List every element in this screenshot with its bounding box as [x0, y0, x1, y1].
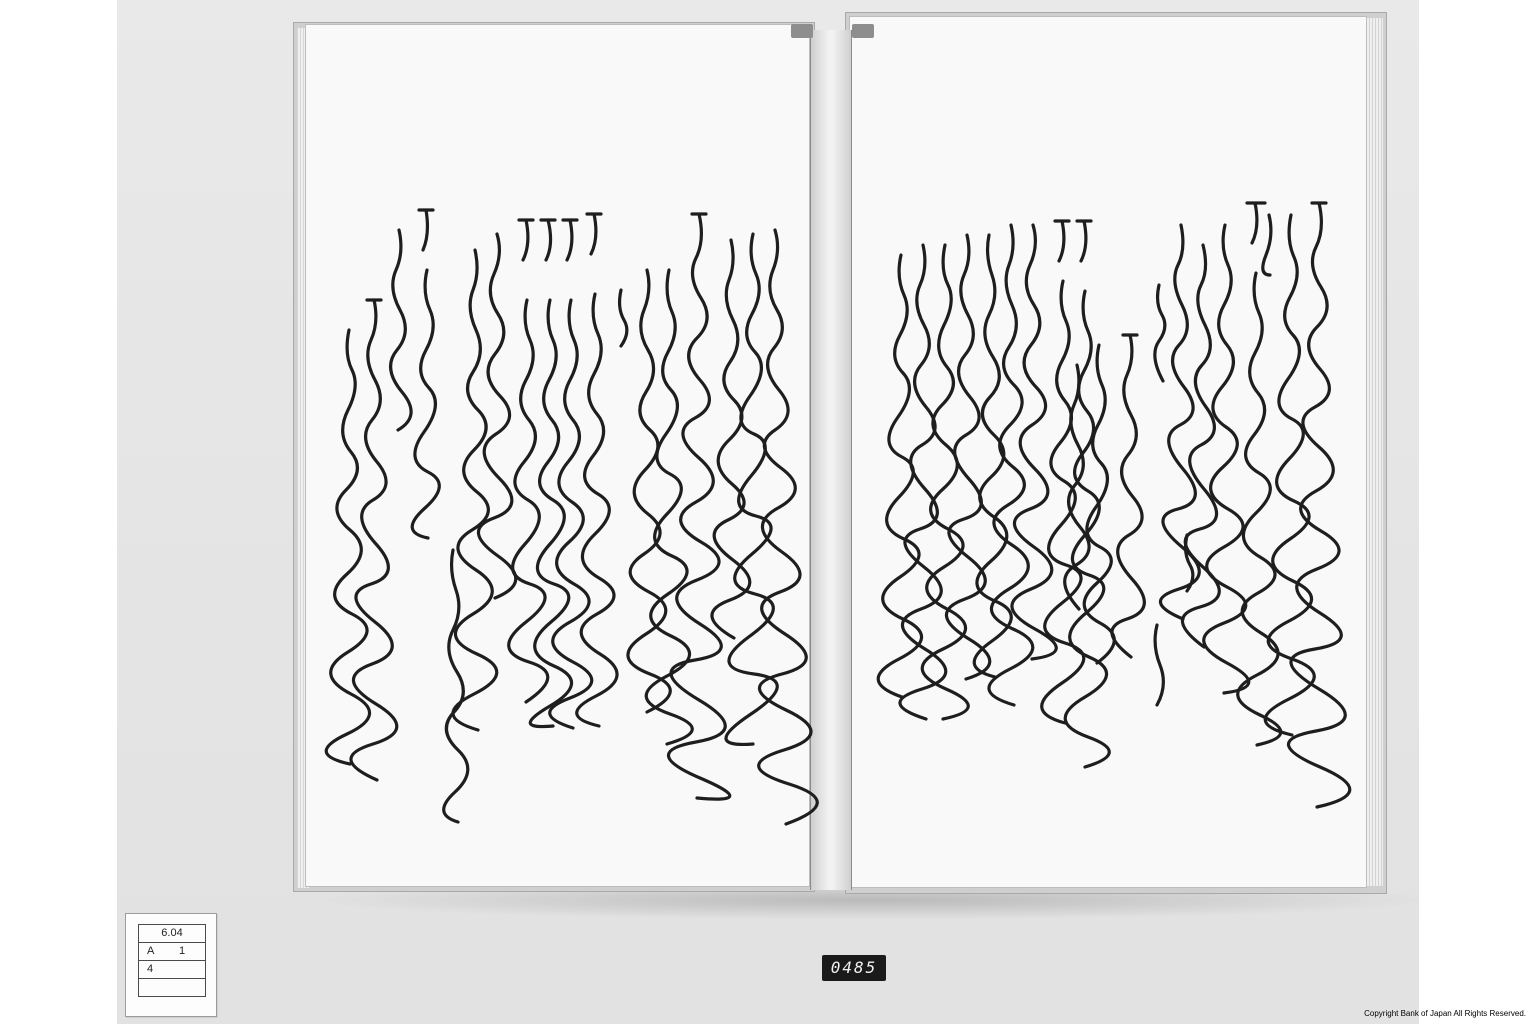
label-item: 4 [147, 963, 154, 975]
left-page-handwriting [327, 190, 797, 830]
archive-label-card [125, 913, 217, 1017]
label-row [138, 978, 206, 997]
binding-clip [852, 24, 874, 38]
right-page-handwriting [887, 185, 1347, 835]
copyright-notice: Copyright Bank of Japan All Rights Reserved. [1364, 1009, 1526, 1018]
label-row [138, 942, 206, 960]
label-row [138, 960, 206, 978]
label-row [138, 924, 206, 942]
binding-clip [791, 24, 813, 38]
label-volume: 1 [179, 945, 186, 957]
book-gutter [810, 30, 852, 890]
frame-number-tag: 0485 [822, 955, 886, 981]
scanned-book-spread [117, 0, 1419, 1024]
label-series: A [147, 945, 155, 957]
label-code: 6.04 [161, 927, 183, 939]
right-page-stack-edge [1367, 18, 1383, 886]
